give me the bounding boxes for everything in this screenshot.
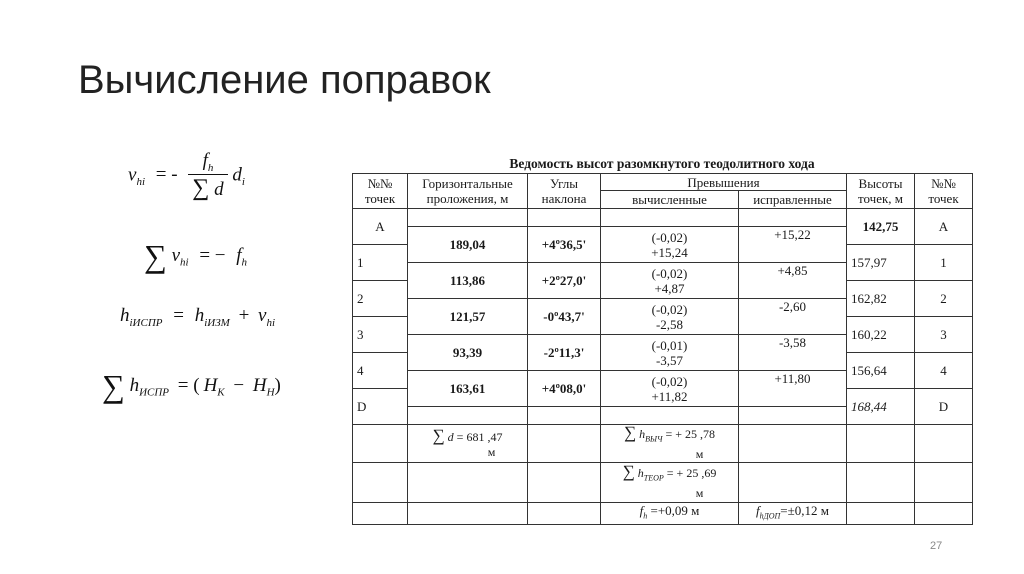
header-calculated: вычисленные [601, 191, 739, 209]
sum-theoretical-elevations: ∑ $h_{ТЕОР}$ = + 25 ,69 м [601, 463, 739, 503]
table-caption: Ведомость высот разомкнутого теодолитного хода [509, 156, 815, 171]
allowed-misclosure: $f_{hДОП}=\pm 0,12$ м [739, 503, 847, 525]
sum-distances: ∑ d = 681 ,47 м [408, 425, 528, 463]
table-misclosure-row [353, 503, 973, 525]
formula-sum-corrected: ∑ $h_{ИСПР}$ = ( $H_К - H_Н$) [102, 368, 281, 404]
table-row: 2 162,82 2 [353, 281, 973, 299]
table-row: D 168,44 D [353, 389, 973, 407]
table-sum-row [353, 425, 973, 463]
header-points: №№ точек [353, 174, 408, 209]
table-row: 93,39 -2º11,3' (-0,01) -3,57 -3,58 [353, 335, 973, 353]
table-row: 113,86 +2º27,0' (-0,02) +4,87 +4,85 [353, 263, 973, 281]
table-row: 163,61 +4º08,0' (-0,02) +11,82 +11,80 [353, 371, 973, 389]
sum-calculated-elevations: ∑ $h_{ВЫЧ}$ = + 25 ,78 м [601, 425, 739, 463]
table-row: A 142,75 A [353, 209, 973, 227]
table-row: 189,04 +4º36,5' (-0,02) +15,24 +15,22 [353, 227, 973, 245]
slide-title: Вычисление поправок [78, 58, 491, 102]
table-row: 4 156,64 4 [353, 353, 973, 371]
heights-table [352, 173, 973, 525]
header-heights: Высоты точек, м [847, 174, 915, 209]
table-row: 1 157,97 1 [353, 245, 973, 263]
header-elevations: Превышения [601, 174, 847, 191]
header-angles: Углы наклона [528, 174, 601, 209]
formula-correction: $v_{hi}$ = - $\frac{f_h}{\sum d}$ $d_i$ [128, 150, 245, 201]
header-distances: Горизонтальные проложения, м [408, 174, 528, 209]
header-points-right: №№ точек [915, 174, 973, 209]
formula-corrected-height: $h_{iИСПР} = h_{iИЗМ} + v_{hi}$ [120, 305, 276, 329]
table-sum-row [353, 463, 973, 503]
table-row: 121,57 -0º43,7' (-0,02) -2,58 -2,60 [353, 299, 973, 317]
slide-number: 27 [930, 540, 943, 552]
header-corrected: исправленные [739, 191, 847, 209]
table-header-row [353, 174, 973, 191]
table-row: 3 160,22 3 [353, 317, 973, 335]
formula-block [100, 150, 335, 420]
formula-sum-corrections: ∑ $v_{hi}$ = − $f_h$ [144, 238, 248, 274]
misclosure: $f_h =+0,09$ м [601, 503, 739, 525]
